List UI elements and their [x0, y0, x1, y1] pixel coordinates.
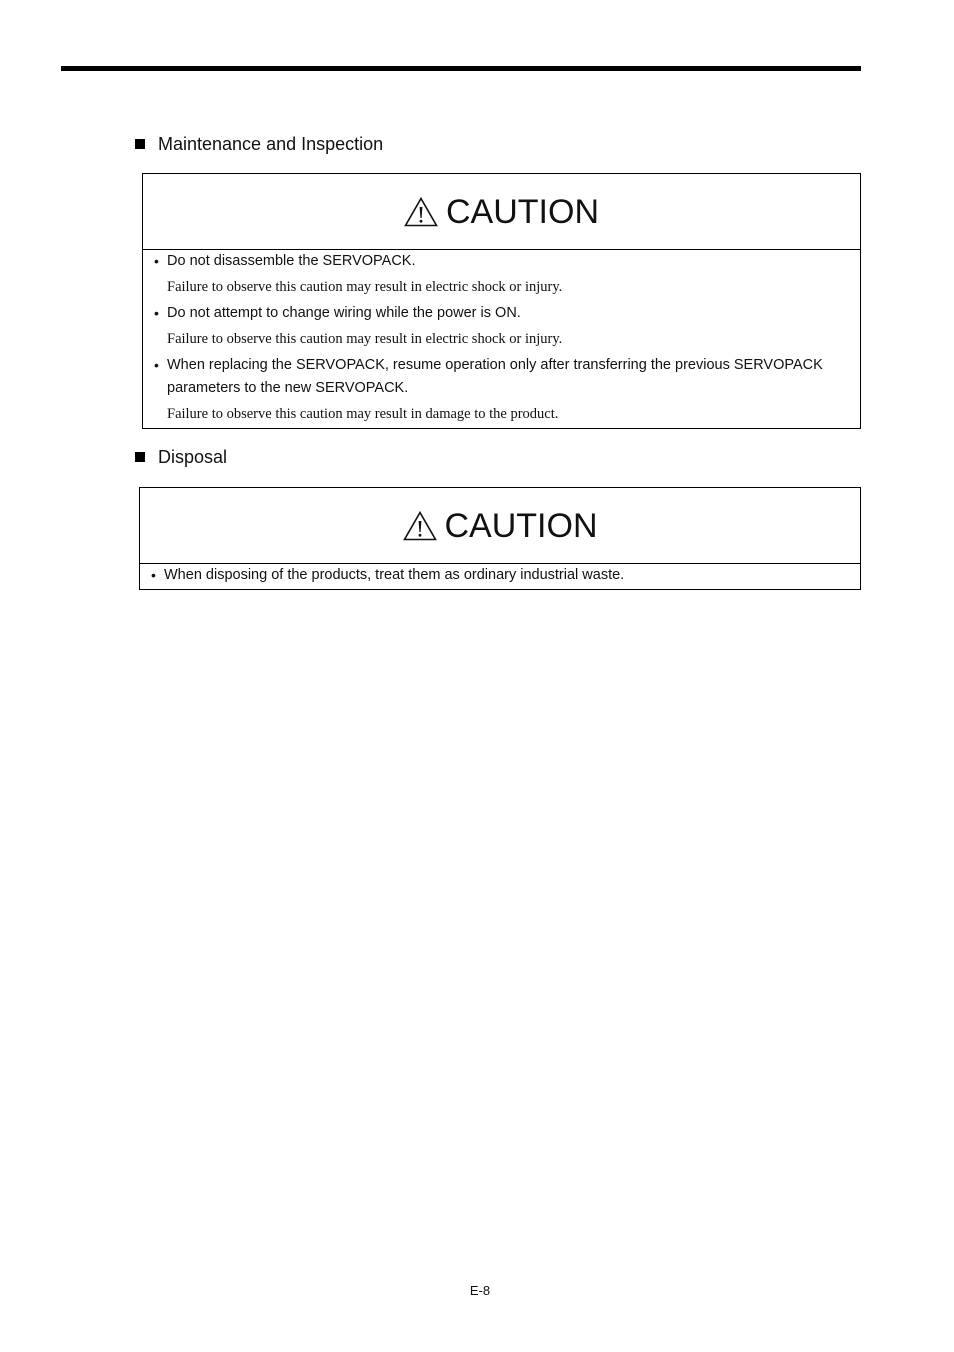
- caution-item-list: [143, 250, 860, 423]
- header-rule: [61, 66, 861, 71]
- caution-item-note: Failure to observe this caution may result in electric shock or injury.: [167, 279, 563, 295]
- caution-box-disposal: [139, 487, 861, 590]
- list-bullet: •: [151, 567, 156, 583]
- caution-title: CAUTION: [444, 506, 598, 545]
- caution-item: [154, 302, 846, 348]
- caution-item-text: When disposing of the products, treat them as ordinary industrial waste.: [164, 567, 625, 583]
- section-heading-text: Maintenance and Inspection: [158, 134, 384, 154]
- section-heading-maintenance: [135, 133, 383, 155]
- caution-box-maintenance: [142, 173, 861, 429]
- section-heading-disposal: [135, 446, 227, 468]
- list-bullet: •: [154, 253, 159, 269]
- caution-item: [154, 250, 846, 296]
- caution-item: [151, 564, 846, 587]
- caution-header: [143, 174, 860, 250]
- caution-item-text: Do not attempt to change wiring while the power is ON.: [167, 305, 521, 321]
- caution-item-text: When replacing the SERVOPACK, resume operation only after transferring the previous SERVOPACK parameters to the new SERVOPACK.: [167, 357, 823, 396]
- warning-triangle-icon: [404, 197, 438, 227]
- caution-item-note: Failure to observe this caution may result in electric shock or injury.: [167, 331, 563, 347]
- caution-header: [140, 488, 860, 564]
- caution-item: [154, 354, 846, 423]
- caution-title: CAUTION: [446, 192, 599, 231]
- square-bullet-icon: [135, 139, 145, 149]
- list-bullet: •: [154, 305, 159, 321]
- page-number: E-8: [469, 1283, 491, 1298]
- caution-item-list: [140, 564, 860, 587]
- list-bullet: •: [154, 357, 159, 373]
- caution-item-text: Do not disassemble the SERVOPACK.: [167, 253, 416, 269]
- square-bullet-icon: [135, 452, 145, 462]
- caution-item-note: Failure to observe this caution may result in damage to the product.: [167, 406, 559, 422]
- section-heading-text: Disposal: [158, 447, 228, 467]
- warning-triangle-icon: [403, 511, 437, 541]
